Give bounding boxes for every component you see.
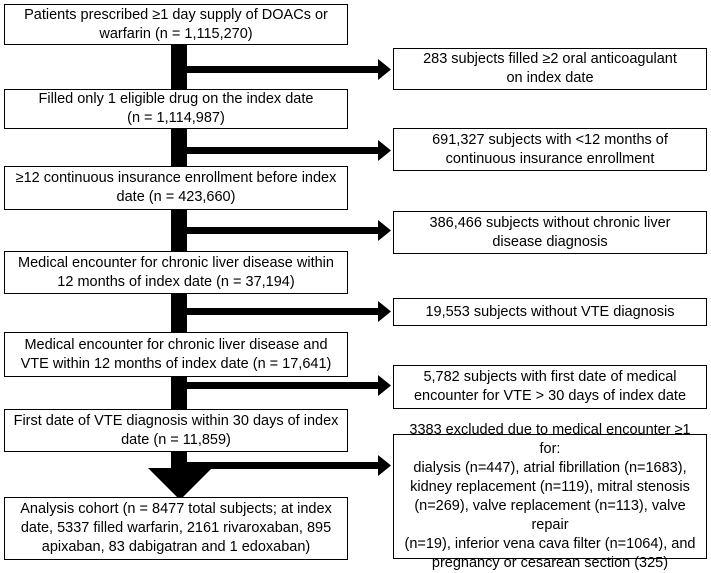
exclusion-arrow [187,375,391,396]
exclusion-box-vte-late: 5,782 subjects with first date of medical encounter for VTE > 30 days of index date [393,365,707,409]
exclusion-box-no-vte: 19,553 subjects without VTE diagnosis [393,298,707,326]
spine-segment [171,376,187,410]
step-box-liver-disease: Medical encounter for chronic liver disease within 12 months of index date (n = 37,194) [4,251,348,294]
exclusion-box-enrollment: 691,327 subjects with <12 months of continuous insurance enrollment [393,128,707,171]
step-box-liver-vte: Medical encounter for chronic liver disease and VTE within 12 months of index date (n = 17,641) [4,332,348,377]
exclusion-arrow [187,301,391,322]
spine-segment [171,128,187,166]
final-cohort-box: Analysis cohort (n = 8477 total subjects; at index date, 5337 filled warfarin, 2161 rivaroxaban, 895 apixaban, 83 dabigatran and 1 edoxaban) [4,497,348,560]
step-box-prescribed: Patients prescribed ≥1 day supply of DOACs or warfarin (n = 1,115,270) [4,4,348,45]
exclusion-box-medical-encounter: 3383 excluded due to medical encounter ≥1 for: dialysis (n=447), atrial fibrillation (n=1683), kidney replacement (n=119), mitral stenosis (n=269), valve replacement (n=113), valve repair (n=19), inferior vena cava filter (n=1064), and pregnancy or cesarean section (325) [393,434,707,559]
spine-segment [171,293,187,333]
exclusion-box-multiple-anticoagulant: 283 subjects filled ≥2 oral anticoagulant on index date [393,48,707,90]
exclusion-arrow [187,140,391,161]
spine-segment [171,44,187,90]
down-arrow-head [148,468,212,500]
exclusion-arrow [187,59,391,80]
exclusion-box-no-liver-disease: 386,466 subjects without chronic liver disease diagnosis [393,211,707,254]
step-box-enrollment: ≥12 continuous insurance enrollment before index date (n = 423,660) [4,166,348,210]
exclusion-arrow [187,220,391,241]
step-box-single-drug: Filled only 1 eligible drug on the index date (n = 1,114,987) [4,89,348,129]
step-box-vte-30-days: First date of VTE diagnosis within 30 days of index date (n = 11,859) [4,409,348,452]
spine-segment [171,209,187,252]
exclusion-arrow [187,455,391,476]
